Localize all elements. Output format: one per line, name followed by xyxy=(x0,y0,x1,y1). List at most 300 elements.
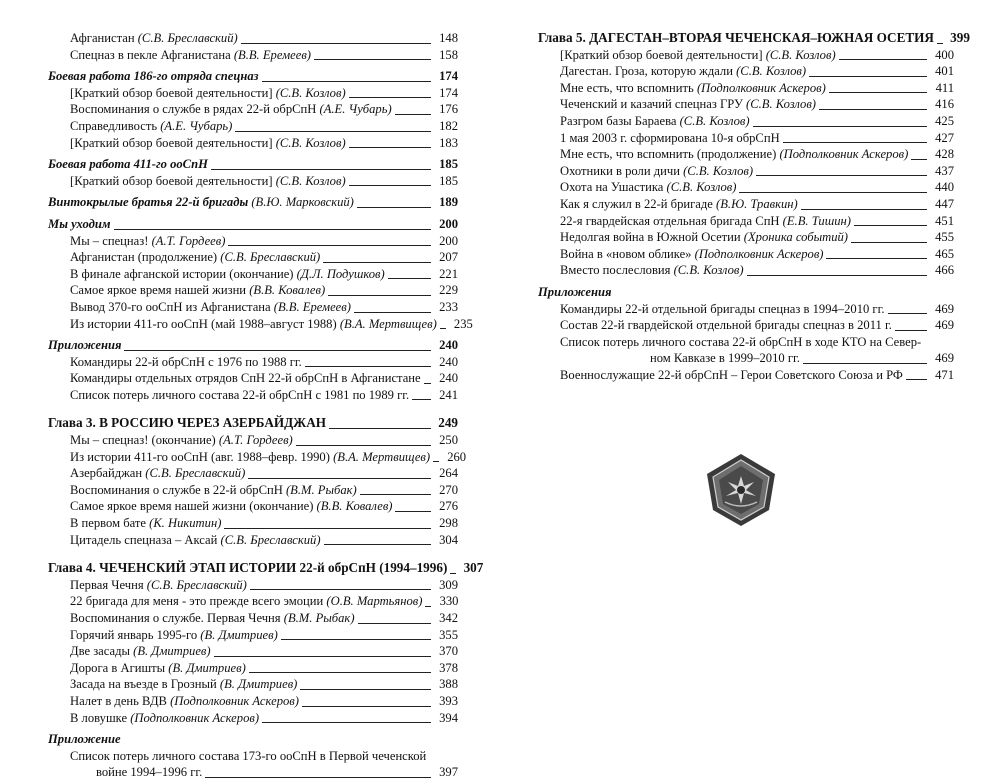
leader-line xyxy=(839,59,927,60)
toc-entry-text: Самое яркое время нашей жизни (окончание) xyxy=(70,499,317,514)
toc-page-number: 148 xyxy=(439,31,458,45)
toc-entry-title xyxy=(70,249,320,266)
toc-entry xyxy=(48,449,467,466)
toc-entry-title xyxy=(70,135,346,152)
toc-page-number: 342 xyxy=(439,611,458,625)
leader-line xyxy=(300,689,431,690)
toc-entry-text: Недолгая война в Южной Осетии xyxy=(560,230,744,245)
toc-entry-text: Воспоминания о службе в 22-й обрСпН xyxy=(70,482,286,497)
toc-appendix-label xyxy=(48,731,458,748)
toc-page-number: 200 xyxy=(439,216,458,231)
toc-section-entry xyxy=(48,156,458,173)
toc-entry-text: Вывод 370-го ооСпН из Афганистана xyxy=(70,299,274,314)
leader-line xyxy=(851,242,927,243)
leader-line xyxy=(124,350,431,351)
leader-line xyxy=(281,639,431,640)
toc-entry xyxy=(48,101,458,118)
toc-page-number: 185 xyxy=(439,157,458,172)
toc-entry-author: (С.В. Козлов) xyxy=(765,47,836,62)
toc-page-number: 471 xyxy=(935,367,954,382)
toc-page-number: 158 xyxy=(439,47,458,62)
toc-page-number: 447 xyxy=(935,196,954,211)
leader-line xyxy=(803,363,927,364)
toc-entry-author: (В.В. Еремеев) xyxy=(233,47,311,62)
toc-left-column xyxy=(48,30,484,781)
toc-entry xyxy=(538,163,954,180)
toc-entry-author: (О.В. Мартьянов) xyxy=(326,594,423,609)
toc-entry-author: (В.В. Еремеев) xyxy=(273,299,351,314)
toc-entry-author: (В.М. Рыбак) xyxy=(285,482,357,497)
toc-entry xyxy=(48,627,458,644)
toc-entry-author: (А.Т. Гордеев) xyxy=(218,433,293,448)
toc-entry-author: (В.М. Рыбак) xyxy=(283,611,355,625)
toc-entry-title xyxy=(70,532,321,549)
toc-entry-title xyxy=(560,262,744,279)
toc-entry xyxy=(48,593,458,610)
leader-line xyxy=(305,366,431,367)
toc-entry-text: Боевая работа 186-го отряда спецназ xyxy=(48,69,259,84)
toc-entry-author: (Подполковник Аскеров) xyxy=(130,710,260,725)
toc-entry-author: (В. Дмитриев) xyxy=(133,644,211,659)
leader-line xyxy=(205,777,431,778)
leader-line xyxy=(349,147,431,148)
toc-entry xyxy=(48,173,458,190)
toc-entry-title xyxy=(48,68,259,85)
leader-line xyxy=(395,511,431,512)
toc-page-number: 416 xyxy=(935,97,954,112)
leader-line xyxy=(911,159,927,160)
toc-entry xyxy=(48,370,458,387)
toc-entry-text: Как я служил в 22-й бригаде xyxy=(560,196,717,211)
toc-entry-text: В финале афганской истории (окончание) xyxy=(70,266,297,281)
toc-entry xyxy=(538,146,954,163)
toc-entry-author: (С.В. Козлов) xyxy=(746,97,816,112)
leader-line xyxy=(888,313,928,314)
toc-entry-author: (Д.Л. Подушков) xyxy=(296,266,385,281)
toc-page-number: 235 xyxy=(453,316,473,331)
toc-entry-text: Охота на Ушастика xyxy=(560,180,667,195)
toc-page-number: 174 xyxy=(439,85,458,100)
toc-entry xyxy=(48,515,458,532)
toc-entry xyxy=(48,299,458,316)
toc-entry-text: Командиры 22-й отдельной бригады спецназ в 1994–2010 гг. xyxy=(560,301,885,316)
toc-entry-author: (В.А. Мертвищев) xyxy=(339,316,437,331)
toc-page-number: 388 xyxy=(439,677,458,692)
toc-entry-title xyxy=(70,515,221,532)
toc-entry-title xyxy=(560,80,826,97)
leader-line xyxy=(826,258,927,259)
leader-line xyxy=(425,606,431,607)
toc-entry xyxy=(48,135,458,152)
leader-line xyxy=(829,92,927,93)
toc-entry xyxy=(48,432,458,449)
toc-entry-title xyxy=(560,317,892,334)
toc-entry-text: Горячий январь 1995-го xyxy=(70,627,201,642)
toc-entry-text: Чеченский и казачий спецназ ГРУ xyxy=(560,97,747,112)
toc-entry xyxy=(538,229,954,246)
leader-line xyxy=(756,175,927,176)
toc-entry-author: (С.В. Козлов) xyxy=(679,113,750,128)
leader-line xyxy=(906,379,927,380)
toc-entry-title xyxy=(70,387,409,404)
toc-entry-wrapped xyxy=(538,334,954,367)
toc-entry-title xyxy=(70,47,311,64)
toc-page-number: 183 xyxy=(439,135,458,150)
leader-line xyxy=(739,192,927,193)
toc-page-number: 378 xyxy=(439,660,458,675)
toc-entry-title xyxy=(70,118,232,135)
toc-page-number: 240 xyxy=(439,371,458,386)
leader-line xyxy=(424,383,431,384)
toc-entry-text: Мне есть, что вспомнить xyxy=(560,80,697,95)
toc-entry xyxy=(48,354,458,371)
toc-entry xyxy=(538,246,954,263)
toc-entry-text: Список потерь личного состава 22-й обрСпН в ходе КТО на Север- xyxy=(560,334,922,349)
toc-entry xyxy=(538,213,954,230)
toc-entry-author: (Подполковник Аскеров) xyxy=(696,80,826,95)
toc-entry xyxy=(48,30,458,47)
toc-entry-text: Глава 4. ЧЕЧЕНСКИЙ ЭТАП ИСТОРИИ 22-й обрСпН (1994–1996) xyxy=(48,560,448,576)
toc-entry-text: Азербайджан xyxy=(70,466,146,481)
toc-entry-text: Воспоминания о службе в рядах 22-й обрСпН xyxy=(70,102,320,117)
leader-line xyxy=(249,672,431,673)
toc-entry-title xyxy=(538,30,934,47)
toc-page-number: 304 xyxy=(439,532,458,547)
toc-entry-title xyxy=(70,710,259,727)
leader-line xyxy=(224,528,431,529)
toc-entry-title xyxy=(48,560,447,577)
toc-page-number: 189 xyxy=(439,195,458,210)
toc-entry-author: (Подполковник Аскеров) xyxy=(170,693,299,708)
leader-line xyxy=(412,399,431,400)
leader-line xyxy=(241,43,431,44)
toc-page-number: 427 xyxy=(935,130,954,145)
toc-entry-title xyxy=(560,146,908,163)
toc-entry-author: (В.А. Мертвищев) xyxy=(333,449,431,464)
toc-chapter-entry xyxy=(48,415,458,432)
toc-page-number: 469 xyxy=(935,351,954,366)
toc-entry xyxy=(538,63,954,80)
toc-entry-author: (В.В. Ковалев) xyxy=(316,499,393,514)
toc-entry xyxy=(538,262,954,279)
toc-entry xyxy=(48,465,458,482)
toc-page-number: 355 xyxy=(439,627,458,642)
toc-chapter-entry xyxy=(538,30,970,47)
leader-line xyxy=(357,207,431,208)
toc-entry xyxy=(538,301,954,318)
toc-page-number: 176 xyxy=(439,102,458,117)
toc-entry-text-cont: войне 1994–1996 гг. xyxy=(96,765,203,780)
toc-page-number: 411 xyxy=(935,80,954,95)
toc-section-entry xyxy=(48,337,458,354)
toc-entry xyxy=(48,47,458,64)
toc-entry xyxy=(48,498,458,515)
toc-entry-text: Дорога в Агишты xyxy=(70,660,169,675)
toc-entry-title xyxy=(48,731,121,748)
toc-entry-title xyxy=(70,233,225,250)
toc-entry-title xyxy=(560,163,753,180)
toc-entry-title xyxy=(70,354,302,371)
toc-entry xyxy=(48,482,458,499)
toc-page-number: 264 xyxy=(439,466,458,481)
toc-page-number: 466 xyxy=(935,263,954,278)
toc-entry-author: (Подполковник Аскеров) xyxy=(694,246,824,261)
toc-entry-author: (С.В. Бреславский) xyxy=(220,250,321,265)
toc-page-number: 298 xyxy=(439,516,458,531)
toc-page-number: 465 xyxy=(935,246,954,261)
toc-page-number: 394 xyxy=(439,710,458,725)
toc-entry xyxy=(48,118,458,135)
toc-entry xyxy=(538,130,954,147)
leader-line xyxy=(937,43,943,44)
toc-entry-text: Глава 5. ДАГЕСТАН–ВТОРАЯ ЧЕЧЕНСКАЯ–ЮЖНАЯ ОСЕТИЯ xyxy=(538,30,934,45)
toc-entry xyxy=(538,96,954,113)
leader-line xyxy=(360,494,431,495)
toc-entry-text: Приложения xyxy=(48,338,122,353)
toc-entry-text: В первом бате xyxy=(70,516,150,531)
leader-line xyxy=(854,225,927,226)
toc-entry-author: (К. Никитин) xyxy=(149,516,222,531)
toc-entry-title xyxy=(70,282,325,299)
leader-line xyxy=(323,262,431,263)
toc-entry-text: Состав 22-й гвардейской отдельной бригады спецназ в 2011 г. xyxy=(560,318,892,333)
toc-entry-text: Цитадель спецназа – Аксай xyxy=(70,532,221,547)
leader-line xyxy=(801,209,927,210)
toc-page-number: 469 xyxy=(935,318,954,333)
toc-entry-title xyxy=(70,266,385,283)
toc-entry-title xyxy=(70,660,246,677)
toc-entry-author: (Е.В. Тишин) xyxy=(782,213,851,228)
toc-entry-title xyxy=(70,693,299,710)
toc-entry-title xyxy=(70,577,247,594)
toc-page-number: 233 xyxy=(439,299,458,314)
toc-entry xyxy=(48,643,458,660)
toc-section-entry xyxy=(48,194,458,211)
leader-line xyxy=(114,229,431,230)
toc-entry-text: Воспоминания о службе. Первая Чечня xyxy=(70,611,284,625)
toc-entry xyxy=(48,85,458,102)
leader-line xyxy=(753,126,927,127)
toc-page-number: 182 xyxy=(439,118,458,133)
toc-entry-text: Винтокрылые братья 22-й бригады xyxy=(48,195,252,210)
toc-entry-author: (С.В. Козлов) xyxy=(275,135,346,150)
toc-entry-title xyxy=(48,216,111,233)
toc-entry xyxy=(538,113,954,130)
toc-entry-author: (С.В. Козлов) xyxy=(275,173,346,188)
toc-page-number: 401 xyxy=(935,64,954,79)
toc-entry-author: (С.В. Козлов) xyxy=(275,85,346,100)
toc-entry-title xyxy=(70,85,346,102)
toc-entry-author: (В. Дмитриев) xyxy=(200,627,278,642)
toc-entry-text: 22-я гвардейская отдельная бригада СпН xyxy=(560,213,783,228)
toc-entry-text: Мы – спецназ! (окончание) xyxy=(70,433,219,448)
toc-page-number: 241 xyxy=(439,387,458,402)
toc-entry-title xyxy=(560,113,750,130)
leader-line xyxy=(349,185,431,186)
toc-page-number: 229 xyxy=(439,283,458,298)
toc-entry-text: [Краткий обзор боевой деятельности] xyxy=(560,47,766,62)
toc-entry xyxy=(48,693,458,710)
toc-page-number: 399 xyxy=(950,30,970,45)
toc-entry-author: (А.Е. Чубарь) xyxy=(160,118,233,133)
toc-entry-author: (А.Т. Гордеев) xyxy=(151,233,226,248)
toc-entry-title xyxy=(70,316,437,333)
toc-entry-author: (В.В. Ковалев) xyxy=(249,283,326,298)
toc-entry xyxy=(48,249,458,266)
toc-entry xyxy=(538,80,954,97)
toc-section-entry xyxy=(48,216,458,233)
leader-line xyxy=(395,114,431,115)
toc-entry-text: Командиры 22-й обрСпН с 1976 по 1988 гг. xyxy=(70,354,302,369)
toc-entry xyxy=(48,316,473,333)
toc-page-number: 400 xyxy=(935,47,954,62)
toc-section-entry xyxy=(48,68,458,85)
toc-entry-text: Первая Чечня xyxy=(70,577,147,592)
toc-entry xyxy=(538,317,954,334)
toc-entry xyxy=(538,367,954,384)
toc-chapter-entry xyxy=(48,560,484,577)
leader-line xyxy=(783,142,927,143)
toc-entry xyxy=(48,660,458,677)
toc-entry-author: (Подполковник Аскеров) xyxy=(779,147,909,162)
toc-entry-author: (С.В. Козлов) xyxy=(683,163,754,178)
leader-line xyxy=(349,97,431,98)
leader-line xyxy=(358,623,431,624)
toc-entry-title xyxy=(560,367,903,384)
toc-entry-text: Боевая работа 411-го ооСпН xyxy=(48,157,208,172)
toc-entry-text: Афганистан xyxy=(70,31,138,45)
leader-line xyxy=(747,275,927,276)
leader-line xyxy=(314,59,431,60)
leader-line xyxy=(895,330,927,331)
toc-entry xyxy=(48,710,458,727)
toc-entry-author: (А.Е. Чубарь) xyxy=(319,102,392,117)
leader-line xyxy=(250,589,431,590)
toc-entry-author: (В.Ю. Марковский) xyxy=(251,195,354,210)
toc-entry-text: Самое яркое время нашей жизни xyxy=(70,283,250,298)
toc-page-number: 309 xyxy=(439,577,458,592)
toc-page-number: 307 xyxy=(463,560,484,576)
toc-entry-wrapped xyxy=(48,748,458,781)
toc-entry-title xyxy=(560,301,885,318)
toc-entry xyxy=(48,577,458,594)
toc-entry-text: Спецназ в пекле Афганистана xyxy=(70,47,234,62)
toc-entry-text: 22 бригада для меня - это прежде всего эмоции xyxy=(70,594,327,609)
leader-line xyxy=(329,428,431,429)
leader-line xyxy=(328,295,431,296)
toc-entry-author: (В. Дмитриев) xyxy=(168,660,246,675)
toc-page-number: 469 xyxy=(935,301,954,316)
toc-entry-title xyxy=(70,643,211,660)
leader-line xyxy=(248,478,431,479)
toc-page-number: 221 xyxy=(439,266,458,281)
toc-entry-author: (С.В. Бреславский) xyxy=(146,577,247,592)
leader-line xyxy=(235,131,431,132)
leader-line xyxy=(388,278,431,279)
toc-entry-text: Засада на въезде в Грозный xyxy=(70,677,220,692)
toc-entry-text: Дагестан. Гроза, которую ждали xyxy=(560,64,737,79)
toc-entry-author: (С.В. Козлов) xyxy=(673,263,744,278)
toc-entry-text: Военнослужащие 22-й обрСпН – Герои Советского Союза и РФ xyxy=(560,367,903,382)
toc-entry-text: Приложение xyxy=(48,732,121,747)
leader-line xyxy=(262,81,431,82)
toc-page-number: 370 xyxy=(439,644,458,659)
toc-entry-text: Список потерь личного состава 173-го ооСпН в Первой чеченской xyxy=(70,748,427,763)
toc-entry-text: Охотники в роли дичи xyxy=(560,163,684,178)
toc-page-number: 185 xyxy=(439,173,458,188)
leader-line xyxy=(450,573,456,574)
toc-page-number: 425 xyxy=(935,113,954,128)
toc-page-number: 330 xyxy=(439,594,459,609)
toc-page-number: 276 xyxy=(439,499,458,514)
toc-entry xyxy=(48,676,458,693)
toc-page-number: 207 xyxy=(439,250,458,265)
toc-entry-title xyxy=(538,284,611,301)
toc-entry-title xyxy=(560,47,836,64)
toc-page-number: 428 xyxy=(935,147,954,162)
toc-entry-text: Глава 3. В РОССИЮ ЧЕРЕЗ АЗЕРБАЙДЖАН xyxy=(48,415,327,431)
toc-page-number: 455 xyxy=(935,230,954,245)
toc-entry-title xyxy=(70,627,278,644)
toc-entry-text: Из истории 411-го ооСпН (авг. 1988–февр. 1990) xyxy=(70,449,334,464)
toc-page-number: 440 xyxy=(935,180,954,195)
leader-line xyxy=(819,109,927,110)
toc-entry-title xyxy=(560,246,823,263)
toc-page-number: 437 xyxy=(935,163,954,178)
leader-line xyxy=(809,76,927,77)
toc-entry-text: Две засады xyxy=(70,644,134,659)
toc-entry-title xyxy=(560,196,798,213)
toc-entry-text: Мы уходим xyxy=(48,216,111,231)
toc-entry xyxy=(538,47,954,64)
toc-entry-title xyxy=(48,194,354,211)
toc-entry-text: [Краткий обзор боевой деятельности] xyxy=(70,173,276,188)
toc-page-number: 270 xyxy=(439,482,458,497)
toc-entry-title xyxy=(70,610,355,627)
toc-entry xyxy=(48,610,458,627)
leader-line xyxy=(211,169,431,170)
toc-entry xyxy=(48,282,458,299)
toc-entry-title xyxy=(70,593,422,610)
toc-right-column xyxy=(538,30,970,383)
toc-page-number: 174 xyxy=(439,69,458,84)
toc-appendix-label xyxy=(538,284,954,301)
toc-entry-text: Афганистан (продолжение) xyxy=(70,250,221,265)
toc-entry-title xyxy=(70,449,430,466)
leader-line xyxy=(214,656,431,657)
leader-line xyxy=(440,328,446,329)
toc-entry xyxy=(48,266,458,283)
toc-entry-title xyxy=(560,63,806,80)
toc-entry-title xyxy=(560,229,848,246)
toc-entry xyxy=(48,387,458,404)
toc-entry-text: 1 мая 2003 г. сформирована 10-я обрСпН xyxy=(560,130,780,145)
toc-entry-author: (С.В. Бреславский) xyxy=(145,466,246,481)
toc-page-number: 240 xyxy=(439,338,458,353)
toc-entry xyxy=(48,532,458,549)
toc-entry-text: В ловушке xyxy=(70,710,131,725)
toc-page-number: 200 xyxy=(439,233,458,248)
leader-line xyxy=(228,245,431,246)
toc-entry-text: [Краткий обзор боевой деятельности] xyxy=(70,85,276,100)
toc-entry xyxy=(48,233,458,250)
toc-entry-author: (В. Дмитриев) xyxy=(219,677,298,692)
leader-line xyxy=(302,706,431,707)
toc-entry-title xyxy=(48,415,326,432)
toc-entry-text: Мы – спецназ! xyxy=(70,233,152,248)
toc-entry-title xyxy=(70,432,293,449)
toc-entry-author: (С.В. Козлов) xyxy=(736,64,807,79)
